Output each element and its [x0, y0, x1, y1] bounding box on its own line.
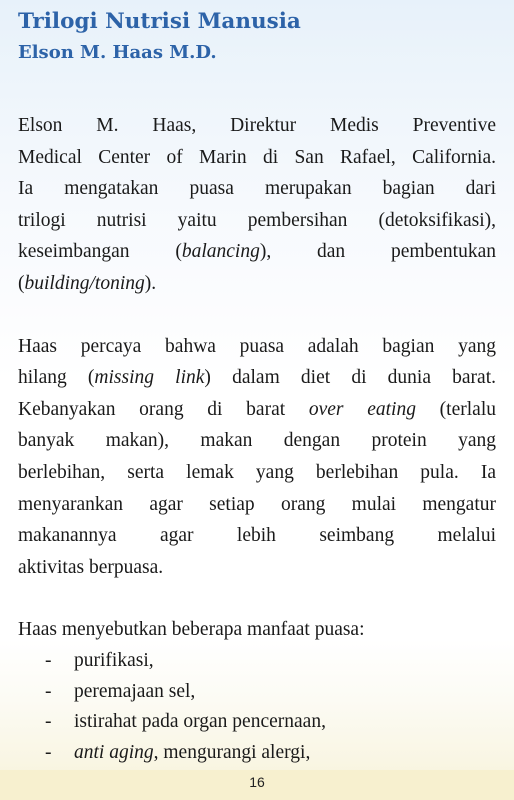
list-item [18, 707, 496, 738]
text-span: hilang ( [18, 367, 95, 389]
text-line: berlebihan, serta lemak yang berlebihan pula. Ia [18, 461, 496, 483]
page-number: 16 [249, 774, 265, 790]
text-span: ( [18, 272, 25, 294]
text-line: makanannya agar lebih seimbang melalui [18, 525, 496, 547]
text-line: Elson M. Haas, Direktur Medis Preventive [18, 115, 496, 136]
paragraph-2 [18, 331, 496, 584]
italic-text: missing link [94, 367, 205, 389]
dash-bullet: - [45, 649, 52, 671]
list-item [18, 738, 496, 769]
page-content [18, 6, 496, 768]
dash-bullet: - [45, 741, 52, 763]
text-span: ), dan pembentukan [259, 241, 497, 263]
list-intro: Haas menyebutkan beberapa manfaat puasa: [18, 619, 365, 641]
italic-text: over eating [308, 398, 416, 420]
page-title: Trilogi Nutrisi Manusia [18, 9, 301, 34]
italic-text: balancing [181, 241, 260, 263]
text-span: Kebanyakan orang di barat [18, 398, 309, 420]
page-subtitle: Elson M. Haas M.D. [18, 42, 217, 63]
text-line: aktivitas berpuasa. [18, 556, 164, 578]
paragraph-1 [18, 110, 496, 300]
text-span: ). [144, 272, 157, 294]
list-item-text: purifikasi, [74, 649, 154, 671]
paragraph-3 [18, 614, 496, 646]
text-span: keseimbangan ( [18, 241, 182, 263]
dash-bullet: - [45, 680, 52, 702]
italic-text: anti aging [74, 741, 154, 763]
dash-bullet: - [45, 711, 52, 733]
benefits-list [18, 646, 496, 768]
list-item-text: istirahat pada organ pencernaan, [74, 711, 326, 733]
text-line: Ia mengatakan puasa merupakan bagian dari [18, 178, 496, 200]
italic-text: building/toning [24, 272, 145, 294]
text-line: Haas percaya bahwa puasa adalah bagian yang [18, 335, 496, 357]
text-line: menyarankan agar setiap orang mulai mengatur [18, 493, 496, 515]
list-item [18, 646, 496, 677]
list-item-text: , mengurangi alergi, [153, 741, 311, 763]
text-line [18, 394, 496, 426]
text-line [18, 362, 496, 394]
text-line [18, 236, 496, 268]
text-line: Medical Center of Marin di San Rafael, California. [18, 146, 496, 168]
text-line: trilogi nutrisi yaitu pembersihan (detoksifikasi), [18, 209, 496, 231]
text-line: banyak makan), makan dengan protein yang [18, 430, 496, 452]
list-item-text: peremajaan sel, [74, 680, 196, 702]
list-item [18, 677, 496, 708]
text-span: ) dalam diet di dunia barat. [204, 367, 496, 389]
text-span: (terlalu [415, 398, 496, 420]
text-line [18, 268, 496, 300]
